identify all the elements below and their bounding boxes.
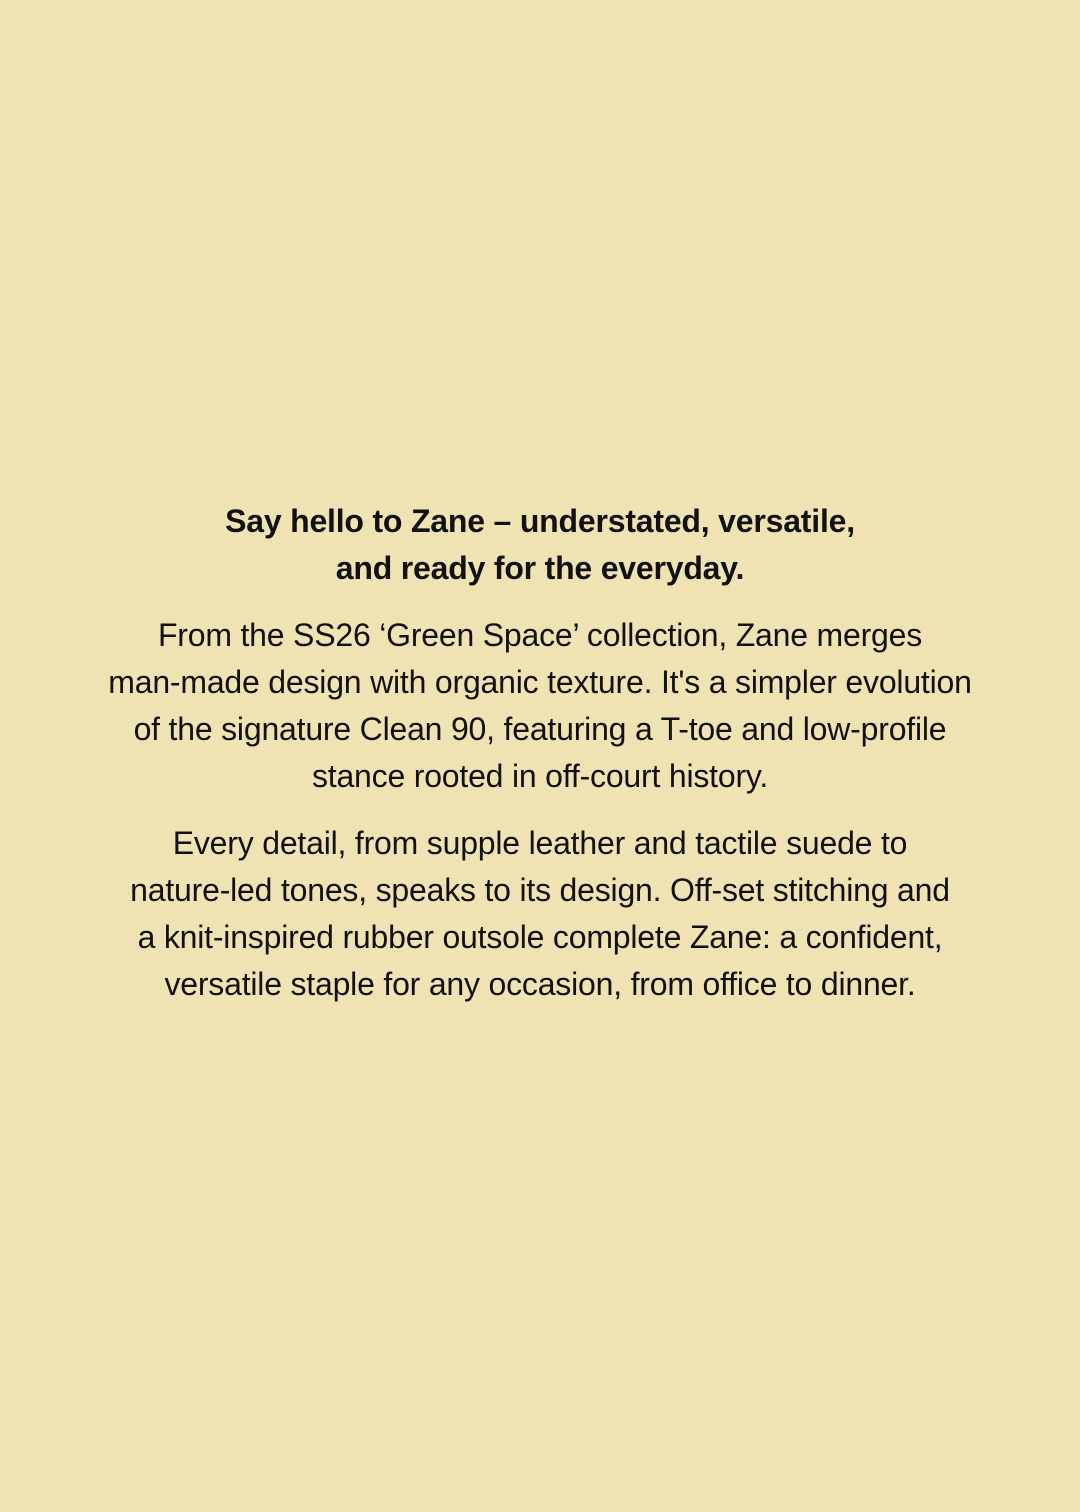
- headline-line: Say hello to Zane – understated, versatile,: [225, 503, 855, 539]
- paragraph-line: versatile staple for any occasion, from office to dinner.: [164, 966, 916, 1002]
- paragraph-line: a knit-inspired rubber outsole complete Zane: a confident,: [137, 919, 943, 955]
- paragraph-line: nature-led tones, speaks to its design. Off-set stitching and: [130, 872, 950, 908]
- paragraph-line: stance rooted in off-court history.: [311, 758, 769, 794]
- paragraph-line: Every detail, from supple leather and tactile suede to: [172, 825, 908, 861]
- product-description: [40, 498, 1040, 1028]
- description-paragraph-collection: [55, 612, 1025, 800]
- paragraph-line: man-made design with organic texture. It's a simpler evolution: [108, 664, 972, 700]
- paragraph-line: From the SS26 ‘Green Space’ collection, Zane merges: [157, 617, 923, 653]
- paragraph-line: of the signature Clean 90, featuring a T-toe and low-profile: [133, 711, 947, 747]
- headline: [160, 498, 920, 592]
- headline-line: and ready for the everyday.: [335, 550, 745, 586]
- description-paragraph-details: [75, 820, 1005, 1008]
